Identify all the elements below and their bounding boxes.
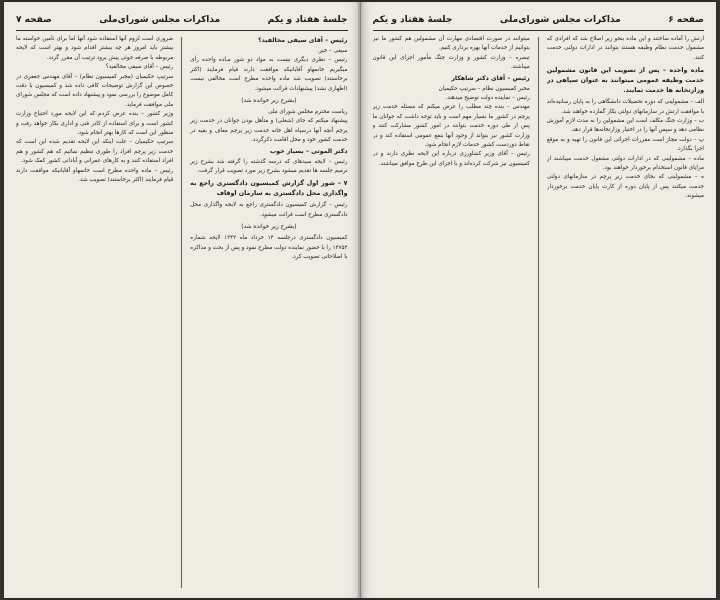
text-paragraph: میتوانند در صورت اقتصادی مهارت آن مشمولین هم کشور ما نیز بتوانیم از خدمات آنها بهره برداری کنیم. — [372, 36, 530, 52]
right-header-title: مذاکرات مجلس شورای‌ملی — [499, 15, 621, 25]
left-header-session: جلسهٔ هفتاد و یکم — [267, 15, 348, 25]
text-paragraph: ریاست محترم مجلس شورای ملی — [268, 109, 348, 116]
left-header-title: مذاکرات مجلس شورای‌ملی — [99, 15, 221, 25]
text-paragraph: سیفی – خیر. — [317, 48, 348, 54]
text-paragraph: وزیر کشور – بنده عرض کردم که این لایحه مورد احتیاج وزارت کشور است و برای استفاده از کادر فنی و اداری بکار خواهد رفت و منظور این است که کارها بهتر انجام شود. — [16, 111, 174, 137]
text-paragraph: رئیس – ماده واحده مطرح است خانمهاو آقایانیکه موافقت دارند قیام فرمایند (اکثر برخاستند) تصویب شد. — [16, 167, 174, 184]
text-paragraph: مهندس – بنده چند مطلب را عرض میکنم که مسئله خدمت زیر پرچم در کشور ما بسیار مهم است و باید توجه داشت که جوانان ما پس از طی دوره خدمت بتوانند در امور کشور مشارکت کنند و وزارت کشور نیز بتواند از وجود آنها بنفع عمومی استفاده کند و در نقاط دوردست کشور خدمات لازم انجام شود. — [372, 104, 530, 149]
speaker-line: رئیس – آقای سیفی مخالفید؟ — [258, 37, 348, 44]
left-header-rule — [16, 30, 348, 31]
text-paragraph: (بشرح زیر خوانده شد) — [241, 224, 297, 231]
text-paragraph: رئیس – آقای وزیر کشاورزی درباره این لایحه نظری دارند و در کمیسیون نیز شرکت کرده‌اند و با اجرای این طرح موافق میباشند. — [372, 151, 530, 167]
text-paragraph: رئیس – آقای سیفی مخالفید؟ — [105, 64, 174, 71]
right-columns — [373, 35, 705, 590]
text-paragraph: ارتش را آماده ساختند و این ماده بنحو زیر اصلاح شد که افرادی که مشمول خدمت نظام وظیفه هستند بتوانند در ادارات دولتی خدمت کنند. — [546, 36, 704, 61]
speaker-line: دکتر الموتی – بسیار خوب — [269, 147, 348, 155]
text-paragraph: ب – وزارت جنگ مکلف است این مشمولین را به مدت لازم آموزش نظامی دهد و سپس آنها را در اختیار وزارتخانه‌ها قرار دهد. — [546, 118, 704, 134]
speaker-line: رئیس – آقای دکتر شاهکار — [451, 74, 530, 82]
right-page-column-right — [547, 35, 704, 590]
left-page — [4, 2, 361, 598]
text-paragraph: کمیسیون دادگستری درجلسه ۱۴ خرداد ماه ۱۳۴۲ لایحه شماره ۱۴۷۵۴ را با حضور نماینده دولت مطرح نمود و پس از بحث و مذاکره با اصلاحاتی تصویب کرد. — [190, 235, 348, 261]
right-page-column-left — [373, 35, 530, 590]
text-paragraph: رئیس – نظری دیگری نیست به مواد دو شور مـاده واحده رأی میگیریم خانمهاو آقایانیکه موافقت دارند قیام فرمایند (اکثر برخاستند) تصویب شد ماده واحده مطرح است مخالفی نیست (اظهاری نشد) پیشنهادات قرائت میشود. — [190, 57, 348, 92]
right-page-header — [373, 12, 705, 28]
left-page-column-right — [190, 35, 347, 590]
text-paragraph: رئیس – لایحه سیدهای که درسه گذشته را گرفته شد بشرح زیر ترمیم جلسه ها تقدیم میشود بشرح زیر مورد تصویب قرار گرفت. — [190, 158, 348, 175]
text-paragraph: تبصره – وزارت کشور و وزارت جنگ مأمور اجرای این قانون میباشند. — [372, 54, 530, 71]
text-paragraph: مخبر کمیسیون نظام – سرتیپ حکیمیان — [438, 85, 530, 92]
text-paragraph: سرتیپ حکیمیان (مخبر کمیسیون نظام) – آقای مهندس جعفری در خصوص این گزارش توضیحات کافی داده شد و کمیسیون با دقت کامل موضوع را بررسی نمود و پیشنهاد داده است که مجلس شورای ملی موافقت فرماید. — [16, 73, 174, 108]
text-paragraph: ماده – مشمولینی که در ادارات دولتی مشغول خدمت میباشند از مزایای قانون استخدام برخوردار خواهند بود. — [546, 155, 704, 172]
left-columns — [16, 35, 348, 590]
left-page-column-left — [16, 35, 173, 590]
text-paragraph: ه – مشمولینی که بجای خدمت زیر پرچم در سازمانهای دولتی خدمت میکنند پس از پایان دوره از کارت پایان خدمت برخوردار میشوند. — [546, 174, 704, 200]
right-header-session: جلسهٔ هفتاد و یکم — [372, 15, 453, 25]
text-paragraph: (بشرح زیر خوانده شد) — [241, 98, 297, 105]
section-heading: ۷ – شور اول گزارش کمیسیون دادگستری راجع به واگذاری محل دادگستری به سازمان اوقاف — [190, 180, 348, 198]
book-spread — [4, 2, 716, 598]
column-divider — [181, 37, 182, 588]
text-paragraph: رئیس – نماینده دولت توضیح میدهند. — [445, 95, 530, 102]
column-divider — [538, 37, 539, 588]
section-heading: ماده واحده – پس از تصویب این قانون مشمولین خدمت وظیفه عمومی میتوانند به عنوان سپاهی در وزارتخانه ها خدمت نمایند. — [546, 67, 704, 95]
left-page-header — [16, 12, 348, 28]
text-paragraph: رئیس – گزارش کمیسیون دادگستری راجع به لایحه واگذاری محل دادگستری مطرح است قرائت میشود. — [190, 202, 348, 218]
right-page — [361, 2, 717, 598]
text-paragraph: ضروری است لزوم آنها استفاده شود آنها اما برای تأمین خواسته ما بیشتر باید امروز هر چه بیشتر اقدام شود و بهتر است که لایحه مربوطه با صرفه جوئی پیش برود ترتیب آن مقرر گردد. — [16, 36, 174, 61]
text-paragraph: الف – مشمولینی که دوره تحصیلات دانشگاهی را به پایان رسانیده‌اند با موافقت ارتش در سازمانهای دولتی بکار گمارده خواهند شد. — [546, 99, 704, 115]
text-paragraph: سرتیپ حکیمیان – علت اینکه این لایحه تقدیم شده این است که خدمت زیر پرچم افراد را طوری تنظیم نمائیم که هم کشور و هم افراد استفاده کنند و به کارهای عمرانی و آبادانی کشور کمک شود. — [16, 139, 174, 165]
text-paragraph: پیشنهاد میکنم که جای (شغلی) و متأهل بودن جوانان در خدمت زیر پرچم آنچه آنها درسپاه اهل خانه خدمت زیر پرچم معاف و بقیه در خدمت کشور خود و محل اقامت ذکرگردد. — [190, 118, 348, 144]
right-header-rule — [373, 30, 705, 31]
text-paragraph: پ – دولت مجاز است مقررات اجرائی این قانون را تهیه و به موقع اجرا بگذارد. — [546, 136, 704, 153]
right-page-number: صفحه ۶ — [668, 15, 704, 25]
left-page-number: صفحه ۷ — [16, 15, 52, 25]
